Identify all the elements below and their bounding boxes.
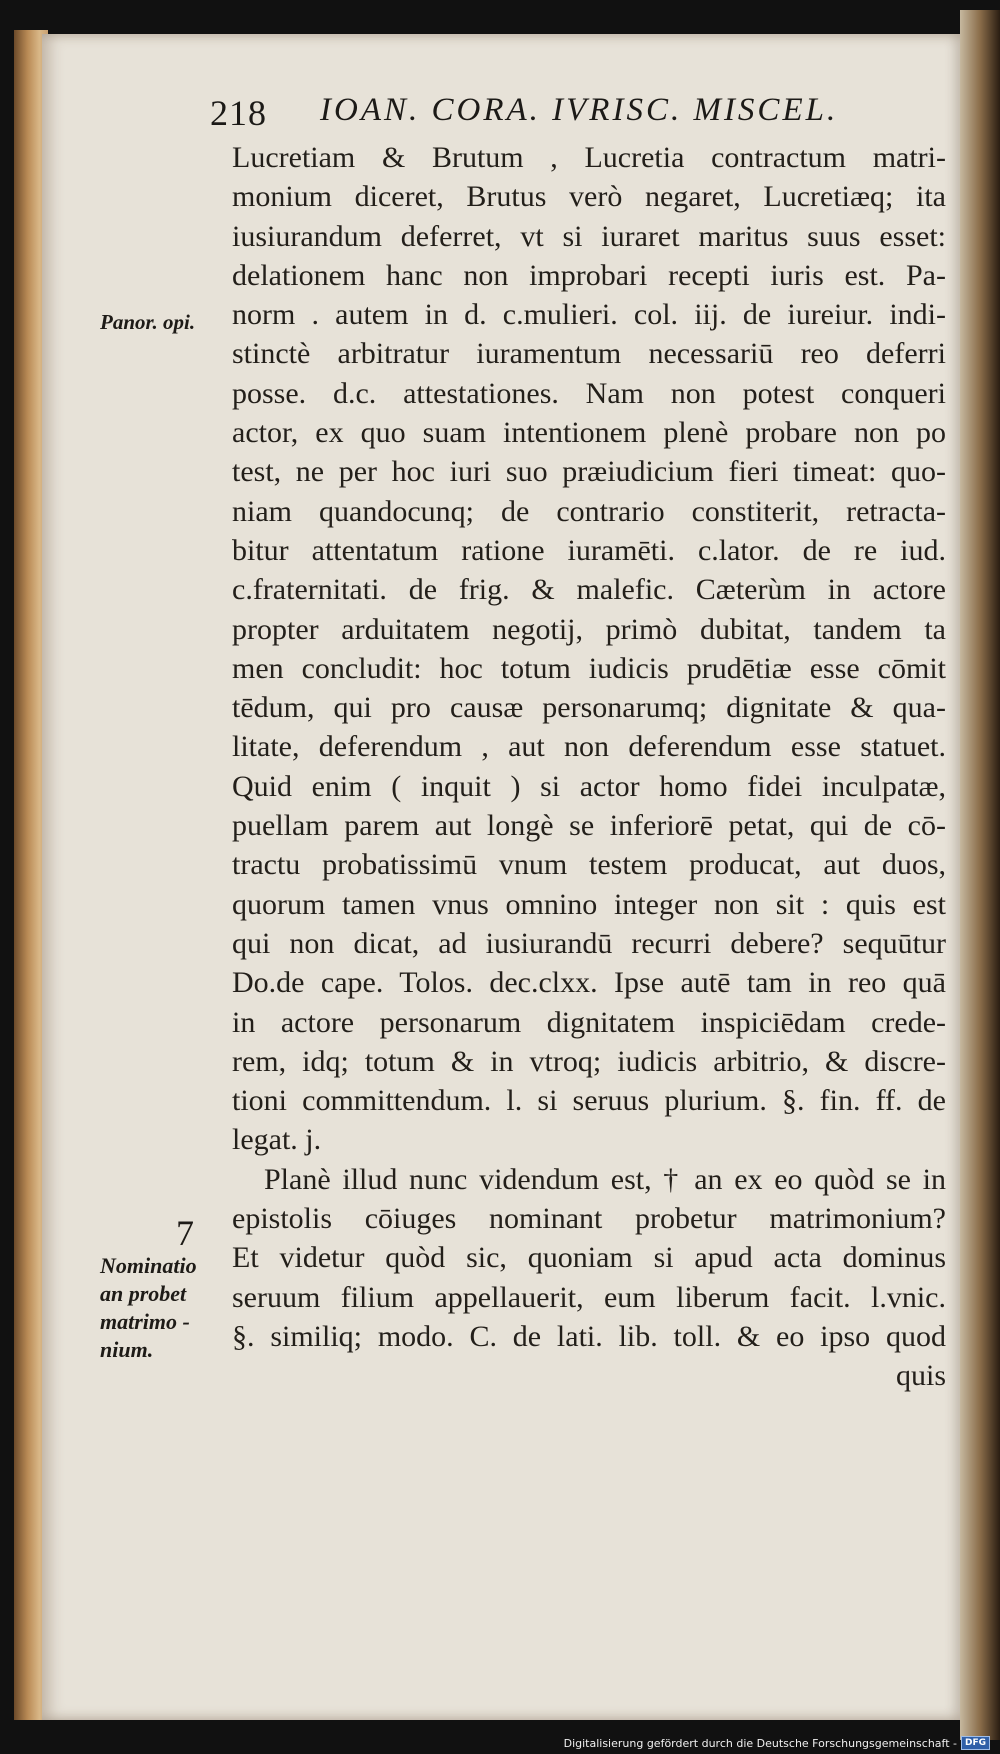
text-line: niam quandocunq; de contrario constiterit, retracta- bbox=[232, 494, 946, 528]
body-text bbox=[232, 138, 946, 1396]
text-line: bitur attentatum ratione iuramēti. c.lator. de re iud. bbox=[232, 533, 946, 567]
running-head: IOAN. CORA. IVRISC. MISCEL. bbox=[320, 92, 839, 128]
text-line: puellam parem aut longè se inferiorē petat, qui de cō- bbox=[232, 809, 946, 843]
text-line: Quid enim ( inquit ) si actor homo fidei inculpatæ, bbox=[232, 769, 946, 803]
text-line: epistolis cōiuges nominant probetur matrimonium? bbox=[232, 1202, 946, 1236]
dfg-logo: DFG bbox=[961, 1736, 990, 1750]
text-line: Planè illud nunc videndum est, † an ex eo quòd se in bbox=[264, 1162, 946, 1196]
text-line: tēdum, qui pro causæ personarumq; dignitate & qua- bbox=[232, 691, 946, 725]
page-number: 218 bbox=[210, 93, 267, 133]
text-line: stinctè arbitratur iuramentum necessariū reo deferri bbox=[232, 337, 946, 371]
text-line: men concludit: hoc totum iudicis prudētiæ esse cōmit bbox=[232, 651, 946, 685]
marginal-note-line: an probet bbox=[100, 1281, 187, 1306]
text-line: propter arduitatem negotij, primò dubitat, tandem ta bbox=[232, 612, 946, 646]
text-line: tioni committendum. l. si seruus plurium. §. fin. ff. de bbox=[232, 1084, 946, 1118]
adjacent-page-edge bbox=[960, 10, 1000, 1740]
section-number: 7 bbox=[176, 1213, 194, 1253]
credit-text: Digitalisierung gefördert durch die Deutsche Forschungsgemeinschaft - bbox=[563, 1736, 957, 1750]
digitization-credit bbox=[564, 1736, 990, 1750]
marginal-note-panormitanus: Panor. opi. bbox=[100, 310, 196, 334]
text-line: Et videtur quòd sic, quoniam si apud acta dominus bbox=[232, 1241, 946, 1275]
marginal-note-line: nium. bbox=[100, 1337, 154, 1362]
text-line: c.fraternitati. de frig. & malefic. Cæterùm in actore bbox=[232, 573, 946, 607]
marginal-note-nominatio bbox=[100, 1252, 197, 1364]
text-line: quorum tamen vnus omnino integer non sit : quis est bbox=[232, 887, 946, 921]
text-line: iusiurandum deferret, vt si iuraret maritus suus esset: bbox=[232, 219, 946, 253]
text-line: seruum filium appellauerit, eum liberum facit. l.vnic. bbox=[232, 1280, 946, 1314]
text-line: Lucretiam & Brutum , Lucretia contractum matri- bbox=[232, 141, 946, 174]
text-line: §. similiq; modo. C. de lati. lib. toll. & eo ipso quod bbox=[232, 1319, 946, 1353]
text-line: test, ne per hoc iuri suo præiudicium fieri timeat: quo- bbox=[232, 455, 946, 489]
text-line: delationem hanc non improbari recepti iuris est. Pa- bbox=[232, 258, 946, 292]
text-line: tractu probatissimū vnum testem producat, aut duos, bbox=[232, 848, 946, 882]
text-line: posse. d.c. attestationes. Nam non potest conqueri bbox=[232, 376, 946, 410]
text-line: actor, ex quo suam intentionem plenè probare non po bbox=[232, 416, 946, 450]
text-line: Do.de cape. Tolos. dec.clxx. Ipse autē tam in reo quā bbox=[232, 966, 946, 1000]
text-line: norm . autem in d. c.mulieri. col. iij. de iureiur. indi- bbox=[232, 298, 946, 332]
marginal-note-line: Nominatio bbox=[100, 1253, 197, 1278]
text-line: legat. j. bbox=[232, 1123, 322, 1157]
text-line: rem, idq; totum & in vtroq; iudicis arbitrio, & discre- bbox=[232, 1044, 946, 1078]
text-line: litate, deferendum , aut non deferendum esse statuet. bbox=[232, 730, 946, 764]
text-line: in actore personarum dignitatem inspiciēdam crede- bbox=[232, 1005, 946, 1039]
text-line: monium diceret, Brutus verò negaret, Lucretiæq; ita bbox=[232, 180, 946, 214]
marginal-note-line: matrimo - bbox=[100, 1309, 190, 1334]
text-line: qui non dicat, ad iusiurandū recurri debere? sequūtur bbox=[232, 926, 946, 960]
catchword: quis bbox=[895, 1359, 946, 1393]
